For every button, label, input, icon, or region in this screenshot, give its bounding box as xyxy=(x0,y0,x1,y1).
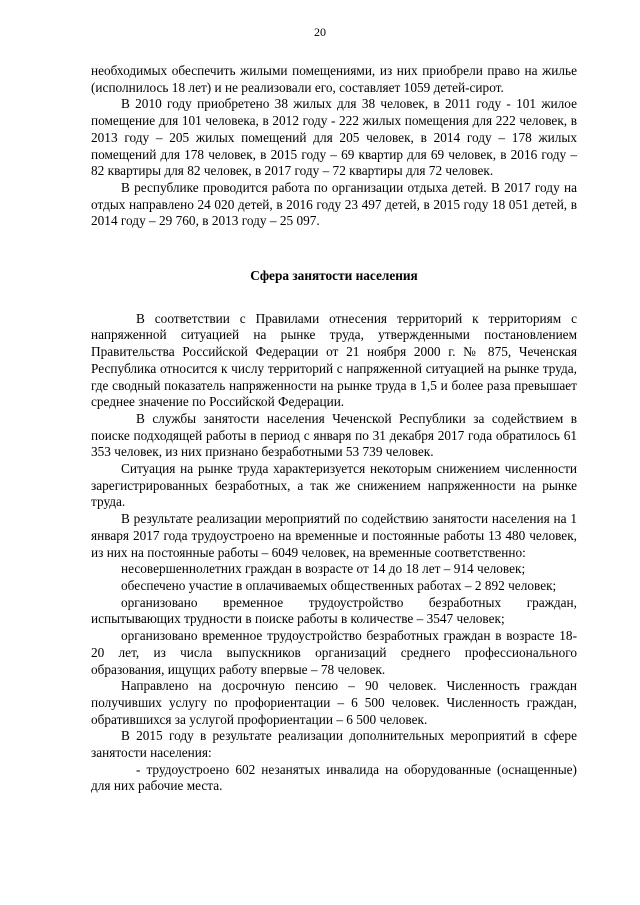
list-item-graduates: организовано временное трудоустройство безработных граждан в возрасте 18-20 лет, из числа выпускников организаций среднего профессионального образования, ищущих работу впервые – 78 человек. xyxy=(91,628,577,677)
list-item-temporary-employment: организовано временное трудоустройство безработных граждан, испытывающих трудности в поиске работы в количестве – 3547 человек; xyxy=(91,594,577,627)
page-number: 20 xyxy=(314,25,326,39)
list-item-disabled-employment: - трудоустроено 602 незанятых инвалида на оборудованные (оснащенные) для них рабочие места. xyxy=(91,761,577,794)
document-body xyxy=(91,63,577,795)
paragraph-housing-by-year: В 2010 году приобретено 38 жилых для 38 человек, в 2011 году - 101 жилое помещение для 101 человека, в 2012 году - 222 жилых помещения для 222 человек, в 2013 году – 205 жилых помещений для 205 человек, в 2014 году – 178 жилых помещений для 178 человек, в 2015 году – 69 квартир для 69 человек, в 2016 году – 82 квартиры для 82 человек, в 2017 году – 72 квартиры для 72 человек. xyxy=(91,96,577,179)
list-item-minors: несовершеннолетних граждан в возрасте от 14 до 18 лет – 914 человек; xyxy=(121,561,526,577)
section-heading: Сфера занятости населения xyxy=(250,268,418,284)
paragraph-early-pension: Направлено на досрочную пенсию – 90 человек. Численность граждан получивших услугу по профориентации – 6 500 человек. Численность граждан, обратившихся за услугой профориентации – 6 500 человек. xyxy=(91,678,577,727)
paragraph-orphans-housing: необходимых обеспечить жилыми помещениями, из них приобрели право на жилье (исполнилось 18 лет) и не реализовали его, составляет 1059 детей-сирот. xyxy=(91,63,577,95)
list-item-public-works: обеспечено участие в оплачиваемых общественных работах – 2 892 человек; xyxy=(121,577,557,593)
paragraph-labor-market-situation: Ситуация на рынке труда характеризуется некоторым снижением численности зарегистрированных безработных, а так же снижением напряженности на рынке труда. xyxy=(91,461,577,510)
paragraph-employment-results: В результате реализации мероприятий по содействию занятости населения на 1 января 2017 года трудоустроено на временные и постоянные работы 13 480 человек, из них на постоянные работы – 6049 человек, на временные соответственно: xyxy=(91,511,577,560)
paragraph-children-rest: В республике проводится работа по организации отдыха детей. В 2017 году на отдых направлено 24 020 детей, в 2016 году 23 497 детей, в 2015 году 18 051 детей, в 2014 году – 29 760, в 2013 году – 25 097. xyxy=(91,179,577,229)
paragraph-employment-service-requests: В службы занятости населения Чеченской Республики за содействием в поиске подходящей работы в период с января по 31 декабря 2017 года обратилось 61 353 человек, из них признано безработными 53 739 человек. xyxy=(91,410,577,460)
paragraph-additional-measures-2015: В 2015 году в результате реализации дополнительных мероприятий в сфере занятости населения: xyxy=(91,728,577,761)
paragraph-labor-market-rules: В соответствии с Правилами отнесения территорий к территориям с напряженной ситуацией на рынке труда, утвержденными постановлением Правительства Российской Федерации от 21 ноября 2000 г. № 875, Чеченская Республика относится к числу территорий с напряженной ситуацией на рынке труда, где сводный показатель напряженности на рынке труда в 1,5 и более раза превышает среднее значение по Российской Федерации. xyxy=(91,310,577,410)
